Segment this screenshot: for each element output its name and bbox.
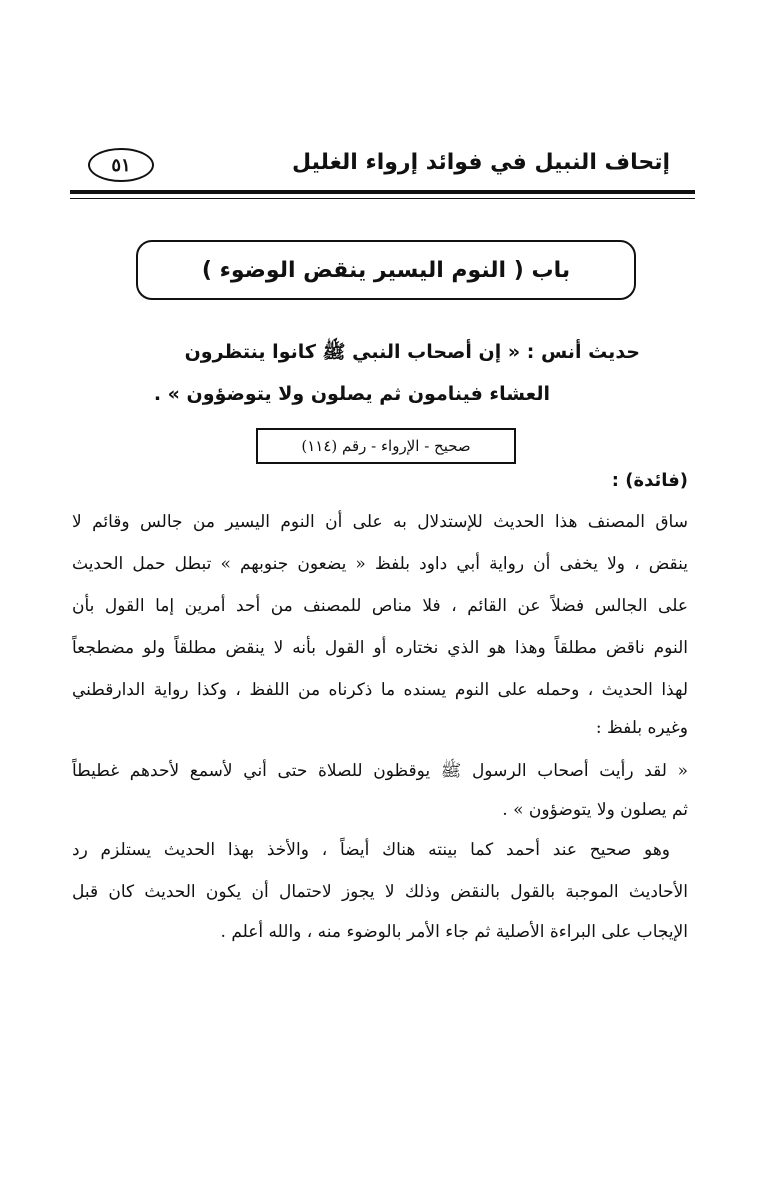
- running-title: إتحاف النبيل في فوائد إرواء الغليل: [291, 150, 670, 175]
- body-line: « لقد رأيت أصحاب الرسول ﷺ يوقظون للصلاة حتى أني لأسمع لأحدهم غطيطاً: [72, 761, 688, 781]
- chapter-title-box: [136, 240, 636, 300]
- header-rule-thin: [70, 198, 695, 199]
- body-line: النوم ناقض مطلقاً وهذا هو الذي نختاره أو القول بأنه لا ينقض مطلقاً ولو مضطجعاً: [72, 638, 688, 658]
- hadith-line-2: العشاء فينامون ثم يصلون ولا يتوضؤون » .: [153, 383, 550, 405]
- body-line: وهو صحيح عند أحمد كما بينته هناك أيضاً ، والأخذ بهذا الحديث يستلزم رد: [72, 840, 670, 860]
- hadith-line-1: حديث أنس : « إن أصحاب النبي ﷺ كانوا ينتظرون: [184, 341, 640, 363]
- body-line: ثم يصلون ولا يتوضؤون » .: [502, 800, 688, 820]
- body-line: ينقض ، ولا يخفى أن رواية أبي داود بلفظ « يضعون جنوبهم » تبطل حمل الحديث: [72, 554, 688, 574]
- body-line: لهذا الحديث ، وحمله على النوم يسنده ما ذكرناه من اللفظ ، وكذا رواية الدارقطني: [72, 680, 688, 700]
- body-line: ساق المصنف هذا الحديث للإستدلال به على أن النوم اليسير من جالس وقائم لا: [72, 512, 688, 532]
- body-line: على الجالس فضلاً عن القائم ، فلا مناص للمصنف من أحد أمرين إما القول بأن: [72, 596, 688, 616]
- page-number: ٥١: [111, 154, 131, 176]
- chapter-title: باب ( النوم اليسير ينقض الوضوء ): [201, 257, 571, 283]
- body-line: وغيره بلفظ :: [595, 718, 688, 738]
- benefit-label: (فائدة) :: [611, 470, 688, 491]
- body-line: الأحاديث الموجبة بالقول بالنقض وذلك لا يجوز لاحتمال أن يكون الحديث كان قبل: [72, 882, 688, 902]
- grade-text: صحيح - الإرواء - رقم (١١٤): [301, 437, 471, 455]
- body-line: الإيجاب على البراءة الأصلية ثم جاء الأمر بالوضوء منه ، والله أعلم .: [220, 922, 688, 942]
- header-rule-thick: [70, 190, 695, 194]
- grade-box: [256, 428, 516, 464]
- page-number-oval: [88, 148, 154, 182]
